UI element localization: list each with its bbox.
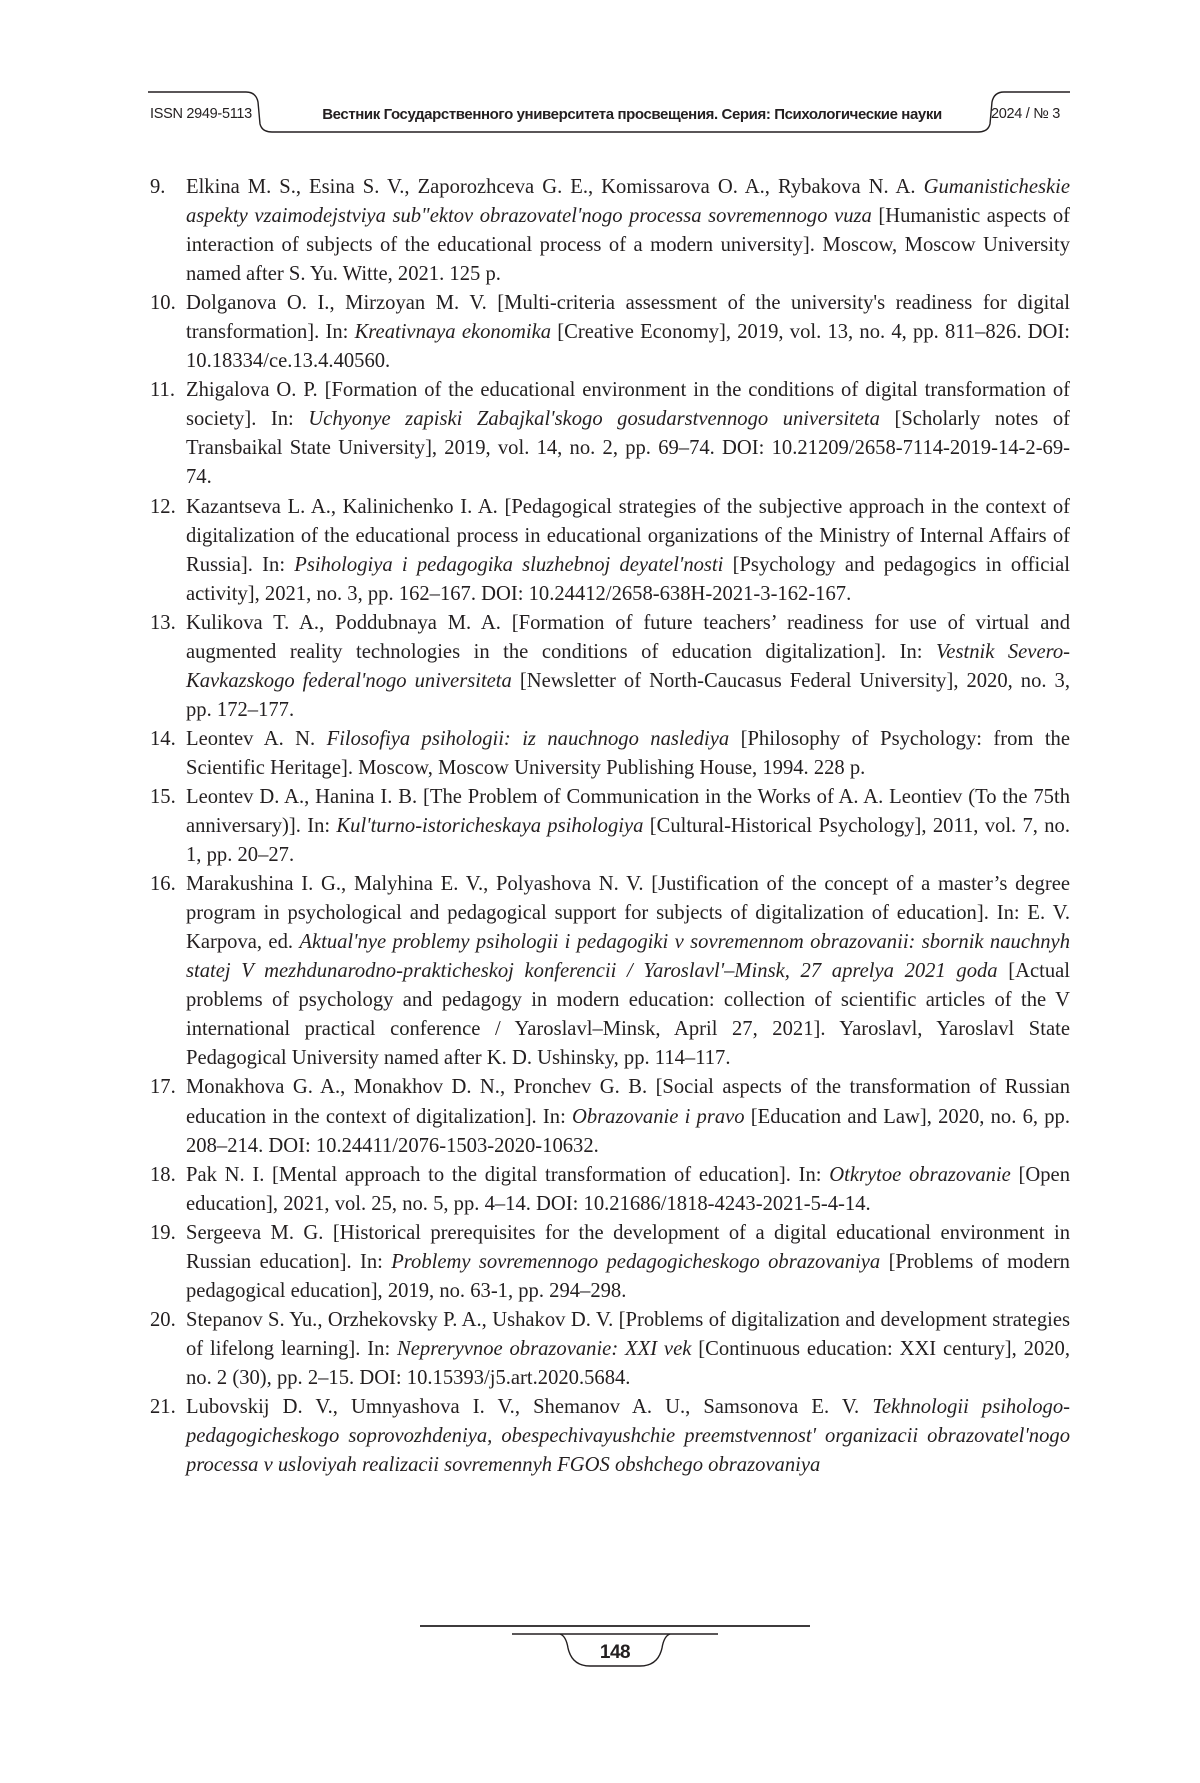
reference-text: [Creative Economy], 2019, vol. 13, no. 4, pp. 811–826. DOI: 10.18334/ce.13.4.40560. xyxy=(186,321,1071,373)
reference-text: Lubovskij D. V., Umnyashova I. V., Shemanov A. U., Samsonova E. V. xyxy=(186,1395,873,1418)
page-footer xyxy=(420,1622,810,1682)
reference-title-italic: Otkrytoe obrazovanie xyxy=(829,1163,1011,1186)
reference-text: Elkina M. S., Esina S. V., Zaporozhceva G. E., Komissarova O. A., Rybakova N. A. xyxy=(186,176,924,198)
reference-list xyxy=(150,173,1070,1480)
reference-text: [Problems of modern pedagogical education], 2019, no. 63-1, pp. 294–298. xyxy=(186,1250,1070,1302)
reference-number: 16. xyxy=(150,873,176,896)
reference-title-italic: Psihologiya i pedagogika sluzhebnoj deyatel'nosti xyxy=(294,553,724,576)
reference-text: [Open education], 2021, vol. 25, no. 5, pp. 4–14. DOI: 10.21686/1818-4243-2021-5-4-14. xyxy=(186,1163,1070,1215)
reference-number: 17. xyxy=(150,1076,176,1099)
reference-item xyxy=(150,1393,1070,1480)
reference-item xyxy=(150,289,1070,376)
reference-text: [Cultural-Historical Psychology], 2011, vol. 7, no. 1, pp. 20–27. xyxy=(186,815,1070,867)
reference-title-italic: Filosofiya psihologii: iz nauchnogo naslediya xyxy=(326,727,730,750)
reference-number: 18. xyxy=(150,1163,176,1186)
reference-title-italic: Obrazovanie i pravo xyxy=(572,1105,745,1128)
reference-item xyxy=(150,173,1070,289)
reference-title-italic: Nepreryvnoe obrazovanie: XXI vek xyxy=(397,1337,692,1360)
reference-text: Marakushina I. G., Malyhina E. V., Polyashova N. V. [Justification of the concept of a master’s degree program in psychological and pedagogical support for subjects of digitalization of education]. In: E. V. Karpova, ed. xyxy=(186,873,1070,954)
reference-text: [Education and Law], 2020, no. 6, pp. 208–214. DOI: 10.24411/2076-1503-2020-10632. xyxy=(186,1105,1070,1157)
reference-number: 21. xyxy=(150,1395,176,1418)
reference-text: [Philosophy of Psychology: from the Scientific Heritage]. Moscow, Moscow University Publishing House, 1994. 228 p. xyxy=(186,727,1070,779)
running-header xyxy=(148,90,1070,140)
reference-text: Leontev D. A., Hanina I. B. [The Problem of Communication in the Works of A. A. Leontiev (To the 75th anniversary)]. In: xyxy=(186,785,1070,838)
reference-item xyxy=(150,1073,1070,1160)
reference-number: 10. xyxy=(150,292,176,315)
reference-item xyxy=(150,1306,1070,1393)
page-number: 148 xyxy=(599,1642,631,1663)
reference-title-italic: Tekhnologii psihologo-pedagogicheskogo soprovozhdeniya, obespechivayushchie preemstvennost' organizacii obrazovatel'nogo processa v usloviyah realizacii sovremennyh FGOS obshchego obrazovaniya xyxy=(186,1395,1070,1477)
reference-item xyxy=(150,493,1070,609)
reference-number: 14. xyxy=(150,727,176,750)
reference-text: Monakhova G. A., Monakhov D. N., Pronchev G. B. [Social aspects of the transformation of Russian education in the context of digitalization]. In: xyxy=(186,1076,1070,1128)
reference-text: Pak N. I. [Mental approach to the digital transformation of education]. In: xyxy=(186,1163,830,1186)
reference-number: 20. xyxy=(150,1308,176,1331)
reference-text: Zhigalova O. P. [Formation of the educational environment in the conditions of digital transformation of society]. In: xyxy=(186,379,1070,431)
reference-text: [Psychology and pedagogics in official activity], 2021, no. 3, pp. 162–167. DOI: 10.24412/2658-638H-2021-3-162-167. xyxy=(186,553,1070,605)
reference-text: [Actual problems of psychology and pedagogy in modern education: collection of scientific articles of the V international practical conference / Yaroslavl–Minsk, April 27, 2021]. Yaroslavl, Yaroslavl State Pedagogical University named after K. D. Ushinsky, pp. 114–117. xyxy=(186,960,1070,1070)
reference-title-italic: Uchyonye zapiski Zabajkal'skogo gosudarstvennogo universiteta xyxy=(308,408,880,431)
reference-item xyxy=(150,376,1070,492)
header-issn: ISSN 2949-5113 xyxy=(150,106,252,122)
reference-item xyxy=(150,1161,1070,1219)
reference-title-italic: Kreativnaya ekonomika xyxy=(354,321,552,344)
header-issue: 2024 / № 3 xyxy=(991,106,1060,122)
reference-number: 11. xyxy=(150,379,175,402)
reference-number: 13. xyxy=(150,611,176,634)
reference-item xyxy=(150,870,1070,1073)
reference-text: [Newsletter of North-Caucasus Federal University], 2020, no. 3, pp. 172–177. xyxy=(186,669,1071,721)
reference-text: Kulikova T. A., Poddubnaya M. A. [Formation of future teachers’ readiness for use of virtual and augmented reality technologies in the conditions of education digitalization]. In: xyxy=(186,611,1070,663)
reference-item xyxy=(150,725,1070,783)
reference-title-italic: Vestnik Severo-Kavkazskogo federal'nogo universiteta xyxy=(186,640,1070,692)
reference-text: Stepanov S. Yu., Orzhekovsky P. A., Ushakov D. V. [Problems of digitalization and development strategies of lifelong learning]. In: xyxy=(186,1308,1070,1360)
reference-text: [Continuous education: XXI century], 2020, no. 2 (30), pp. 2–15. DOI: 10.15393/j5.art.2020.5684. xyxy=(186,1337,1070,1389)
reference-text: [Scholarly notes of Transbaikal State University], 2019, vol. 14, no. 2, pp. 69–74. DOI: 10.21209/2658-7114-2019-14-2-69-74. xyxy=(186,408,1070,489)
reference-title-italic: Aktual'nye problemy psihologii i pedagogiki v sovremennom obrazovanii: sbornik nauchnyh statej V mezhdunarodno-prakticheskoj konferencii / Yaroslavl'–Minsk, 27 aprelya 2021 goda xyxy=(186,931,1070,983)
reference-number: 19. xyxy=(150,1221,176,1244)
reference-number: 12. xyxy=(150,495,176,518)
reference-item xyxy=(150,609,1070,725)
reference-item xyxy=(150,1219,1070,1306)
header-journal-title: Вестник Государственного университета просвещения. Серия: Психологические науки xyxy=(322,106,942,123)
reference-number: 15. xyxy=(150,785,176,808)
reference-text: [Humanistic aspects of interaction of subjects of the educational process of a modern university]. Moscow, Moscow University named after S. Yu. Witte, 2021. 125 p. xyxy=(186,205,1070,286)
reference-title-italic: Problemy sovremennogo pedagogicheskogo obrazovaniya xyxy=(391,1250,881,1273)
reference-title-italic: Kul'turno-istoricheskaya psihologiya xyxy=(336,815,644,838)
reference-title-italic: Gumanisticheskie aspekty vzaimodejstviya sub"ektov obrazovatel'nogo processa sovremennogo vuza xyxy=(186,176,1070,228)
reference-text: Sergeeva M. G. [Historical prerequisites for the development of a digital educational environment in Russian education]. In: xyxy=(186,1221,1070,1273)
reference-text: Leontev A. N. xyxy=(186,727,327,750)
reference-text: Dolganova O. I., Mirzoyan M. V. [Multi-criteria assessment of the university's readiness for digital transformation]. In: xyxy=(186,292,1070,344)
reference-text: Kazantseva L. A., Kalinichenko I. A. [Pedagogical strategies of the subjective approach in the context of digitalization of the educational process in educational organizations of the Ministry of Internal Affairs of Russia]. In: xyxy=(186,495,1070,576)
reference-number: 9. xyxy=(150,176,166,198)
reference-item xyxy=(150,783,1070,870)
